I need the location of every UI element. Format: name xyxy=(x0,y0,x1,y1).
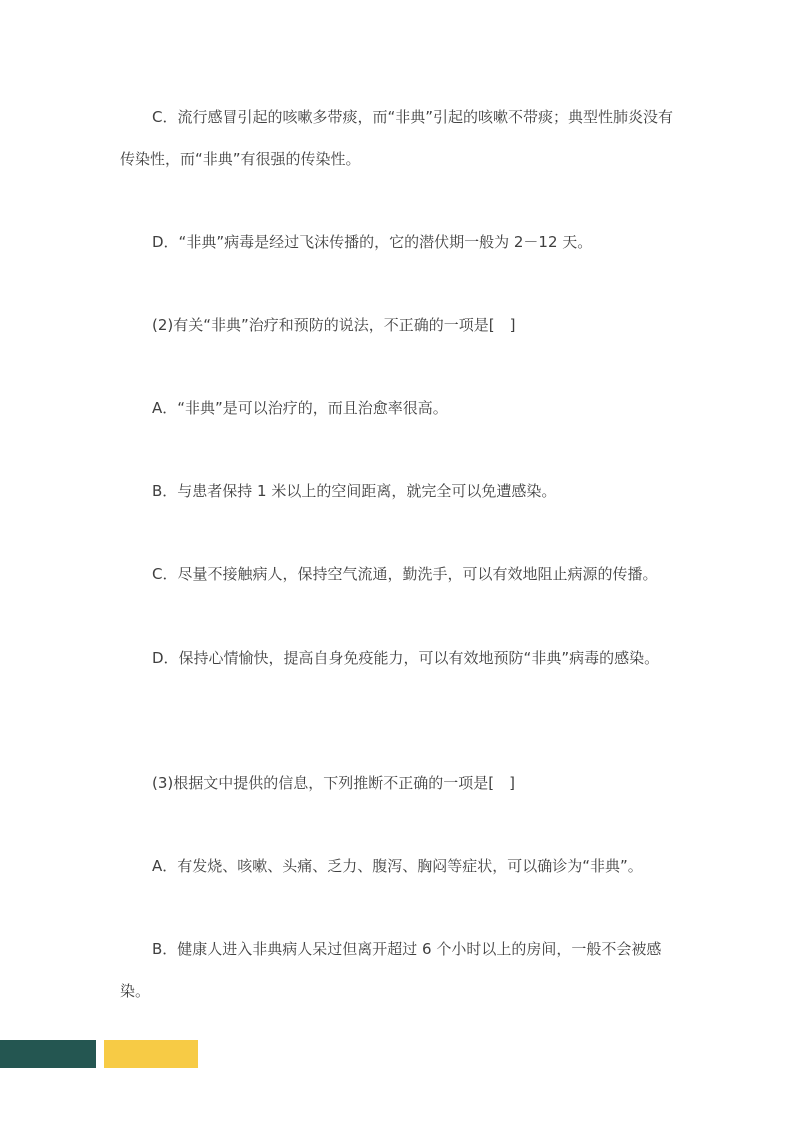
q3-option-a: A．有发烧、咳嗽、头痛、乏力、腹泻、胸闷等症状，可以确诊为“非典”。 xyxy=(152,857,643,875)
q3-stem: (3)根据文中提供的信息，下列推断不正确的一项是[ ] xyxy=(152,774,515,792)
q2-stem: (2)有关“非典”治疗和预防的说法，不正确的一项是[ ] xyxy=(152,316,516,334)
q3-option-b: B．健康人进入非典病人呆过但离开超过 6 个小时以上的房间，一般不会被感染。 xyxy=(120,940,662,1000)
q2-option-a: A．“非典”是可以治疗的，而且治愈率很高。 xyxy=(152,399,448,417)
q1-option-c: C．流行感冒引起的咳嗽多带痰，而“非典”引起的咳嗽不带痰；典型性肺炎没有传染性，而“非典”有很强的传染性。 xyxy=(120,108,674,168)
footer-dark-bar xyxy=(0,1040,96,1068)
q2-option-b: B．与患者保持 1 米以上的空间距离，就完全可以免遭感染。 xyxy=(152,482,557,500)
q1-option-d: D．“非典”病毒是经过飞沫传播的，它的潜伏期一般为 2－12 天。 xyxy=(152,233,593,251)
footer-yellow-bar xyxy=(104,1040,198,1068)
q2-option-d: D．保持心情愉快，提高自身免疫能力，可以有效地预防“非典”病毒的感染。 xyxy=(152,649,660,667)
q2-option-c: C．尽量不接触病人，保持空气流通，勤洗手，可以有效地阻止病源的传播。 xyxy=(152,565,658,583)
